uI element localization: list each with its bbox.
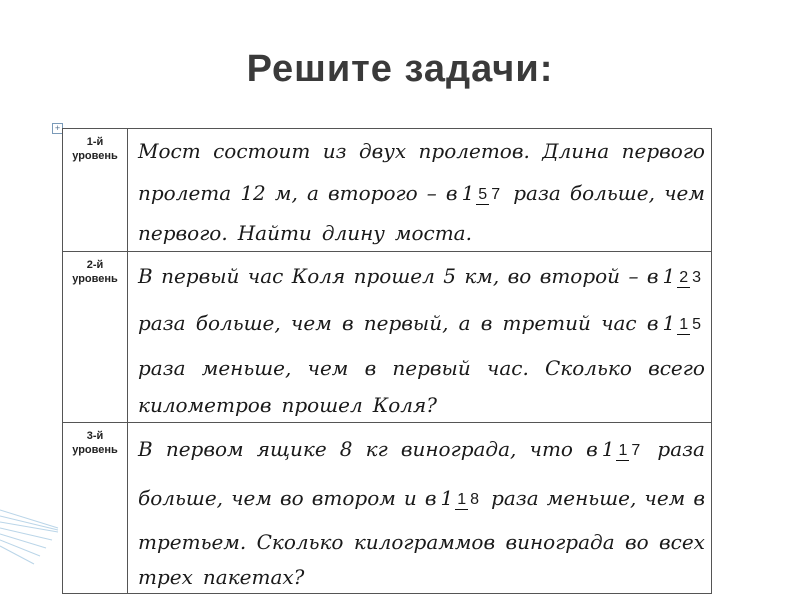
task-word: в	[445, 181, 458, 205]
task-text	[128, 423, 712, 594]
task-word: Мост	[138, 139, 201, 163]
task-word: меньше,	[546, 486, 637, 510]
fraction	[455, 490, 481, 510]
task-word: Найти	[237, 221, 312, 245]
task-word: больше,	[138, 486, 224, 510]
task-word: в	[364, 356, 377, 380]
task-word: –	[426, 181, 437, 205]
fraction	[476, 185, 502, 205]
task-word: раза	[138, 356, 186, 380]
task-text	[128, 252, 712, 423]
task-word: из	[322, 139, 347, 163]
task-word: километров	[138, 393, 272, 417]
fraction-numerator: 2	[679, 268, 689, 286]
task-text	[128, 129, 712, 252]
task-word: первый	[392, 356, 471, 380]
task-word: раза	[491, 486, 539, 510]
task-word: всего	[648, 356, 705, 380]
fraction-whole: 1	[440, 486, 454, 510]
task-word: килограммов	[353, 530, 496, 554]
task-word: первого	[621, 139, 705, 163]
fraction-whole: 1	[601, 437, 615, 461]
table-move-handle-icon[interactable]: +	[52, 123, 63, 134]
task-word: час	[247, 264, 284, 288]
level-cell	[63, 129, 128, 252]
fraction-whole: 1	[662, 264, 676, 288]
task-word: в	[646, 311, 659, 335]
task-word: третий	[502, 311, 591, 335]
fraction-group	[647, 264, 705, 288]
fraction-numerator: 5	[478, 185, 488, 203]
task-word: чем	[307, 356, 349, 380]
task-word: во	[280, 486, 304, 510]
task-word: винограда	[505, 530, 615, 554]
task-word: а	[458, 311, 471, 335]
task-word: трех	[138, 565, 193, 589]
task-word: в	[480, 311, 493, 335]
table-row	[63, 252, 712, 423]
task-word: первого.	[138, 221, 228, 245]
level-cell	[63, 252, 128, 423]
task-word: раза	[657, 437, 705, 461]
task-word: час.	[486, 356, 529, 380]
task-word: первом	[165, 437, 244, 461]
decorative-stripes	[0, 470, 60, 600]
fraction-numerator: 1	[618, 441, 628, 459]
fraction-group	[446, 181, 504, 205]
task-word: всех	[659, 530, 705, 554]
task-word: час	[601, 311, 637, 335]
task-word: и	[403, 486, 417, 510]
task-word: пакетах?	[202, 565, 305, 589]
task-word: 12	[240, 181, 266, 205]
task-word: больше,	[195, 311, 281, 335]
level-number: 3-й	[86, 430, 104, 442]
fraction-denominator: 7	[631, 441, 641, 459]
task-word: а	[306, 181, 319, 205]
fraction-group	[647, 311, 705, 335]
mixed-fraction	[662, 264, 705, 288]
task-word: кг	[365, 437, 388, 461]
task-word: пролетов.	[418, 139, 530, 163]
task-word: в	[424, 486, 437, 510]
task-word: второго	[328, 181, 418, 205]
fraction-denominator: 7	[491, 185, 501, 203]
task-word: прошел	[353, 264, 435, 288]
task-word: Сколько	[545, 356, 632, 380]
level-cell	[63, 423, 128, 594]
fraction-whole: 1	[662, 311, 676, 335]
task-word: в	[646, 264, 659, 288]
fraction	[677, 268, 703, 288]
task-word: Коля?	[372, 393, 437, 417]
task-word: винограда,	[400, 437, 517, 461]
task-word: –	[628, 264, 639, 288]
fraction-numerator: 1	[679, 315, 689, 333]
task-word: Длина	[542, 139, 610, 163]
mixed-fraction	[602, 437, 645, 461]
task-word: Коля	[291, 264, 346, 288]
level-number: 2-й	[86, 259, 104, 271]
task-word: В	[138, 437, 153, 461]
fraction	[616, 441, 642, 461]
task-word: двух	[358, 139, 407, 163]
task-word: что	[529, 437, 573, 461]
task-word: раза	[138, 311, 186, 335]
level-word: уровень	[72, 273, 118, 285]
task-word: в	[586, 437, 598, 461]
task-word: первый,	[363, 311, 449, 335]
task-word: чем	[664, 181, 705, 205]
fraction-group	[586, 437, 644, 461]
level-number: 1-й	[86, 136, 104, 148]
mixed-fraction	[462, 181, 505, 205]
task-word: Сколько	[256, 530, 344, 554]
task-word: в	[693, 486, 705, 510]
task-word: чем	[644, 486, 686, 510]
fraction-group	[425, 486, 483, 510]
task-word: м,	[274, 181, 298, 205]
level-word: уровень	[72, 150, 118, 162]
mixed-fraction	[662, 311, 705, 335]
level-word: уровень	[72, 444, 118, 456]
task-word: прошел	[281, 393, 363, 417]
fraction	[677, 315, 703, 335]
task-word: больше,	[569, 181, 655, 205]
task-word: чем	[290, 311, 332, 335]
fraction-denominator: 5	[692, 315, 701, 333]
task-word: третьем.	[138, 530, 247, 554]
tasks-table	[62, 128, 712, 594]
fraction-denominator: 8	[470, 490, 480, 508]
table-row	[63, 129, 712, 252]
task-word: чем	[231, 486, 272, 510]
task-word: в	[341, 311, 354, 335]
table-row	[63, 423, 712, 594]
task-word: раза	[513, 181, 561, 205]
task-word: пролета	[138, 181, 232, 205]
task-word: длину	[321, 221, 385, 245]
fraction-numerator: 1	[457, 490, 467, 508]
task-word: км,	[464, 264, 500, 288]
task-word: первый	[161, 264, 240, 288]
task-word: 8	[339, 437, 353, 461]
fraction-denominator: 3	[692, 268, 701, 286]
task-word: втором	[311, 486, 396, 510]
task-word: во	[507, 264, 532, 288]
task-word: состоит	[213, 139, 311, 163]
mixed-fraction	[440, 486, 483, 510]
task-word: ящике	[256, 437, 327, 461]
task-word: второй	[539, 264, 621, 288]
task-word: моста.	[394, 221, 472, 245]
task-word: меньше,	[201, 356, 292, 380]
task-word: 5	[443, 264, 456, 288]
task-word: во	[624, 530, 649, 554]
slide-title: Решите задачи:	[246, 48, 554, 90]
task-word: В	[138, 264, 153, 288]
fraction-whole: 1	[461, 181, 475, 205]
